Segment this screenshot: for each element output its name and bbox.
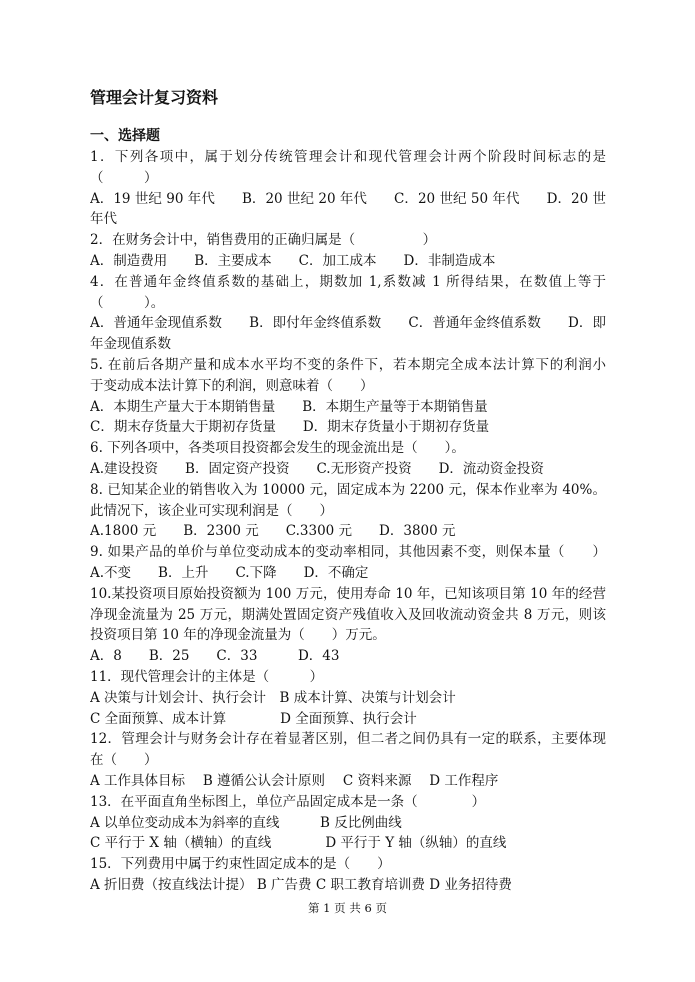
text-line: C 平行于 X 轴（横轴）的直线 D 平行于 Y 轴（纵轴）的直线 bbox=[90, 835, 507, 852]
text-line: A．制造费用 B．主要成本 C．加工成本 D．非制造成本 bbox=[90, 252, 496, 269]
text-line: 年代 bbox=[90, 211, 117, 228]
text-line: 8. 已知某企业的销售收入为 10000 元，固定成本为 2200 元，保本作业率为 40%。 bbox=[90, 481, 606, 498]
text-line: A 折旧费（按直线法计提） B 广告费 C 职工教育培训费 D 业务招待费 bbox=[90, 876, 512, 893]
text-line: A 决策与计划会计、执行会计 B 成本计算、决策与计划会计 bbox=[90, 689, 456, 706]
question-list bbox=[90, 147, 606, 896]
page-footer: 第 1 页 共 6 页 bbox=[308, 901, 387, 915]
text-line: 9. 如果产品的单价与单位变动成本的变动率相同，其他因素不变，则保本量（ ） bbox=[90, 544, 606, 561]
text-line: C 全面预算、成本计算 D 全面预算、执行会计 bbox=[90, 710, 417, 727]
text-line: A．8 B．25 C．33 D．43 bbox=[90, 648, 340, 665]
text-line: 12．管理会计与财务会计存在着显著区别，但二者之间仍具有一定的联系，主要体现 bbox=[90, 731, 606, 748]
text-line: （ ） bbox=[90, 169, 158, 186]
text-line: 1．下列各项中，属于划分传统管理会计和现代管理会计两个阶段时间标志的是 bbox=[90, 149, 606, 165]
text-line: 2．在财务会计中，销售费用的正确归属是（ ） bbox=[90, 232, 437, 249]
text-line: 在（ ） bbox=[90, 752, 158, 769]
text-line: 此情况下，该企业可实现利润是（ ） bbox=[90, 502, 333, 519]
text-line: 净现金流量为 25 万元，期满处置固定资产残值收入及回收流动资金共 8 万元，则该 bbox=[90, 606, 606, 623]
text-line: 投资项目第 10 年的净现金流量为（ ）万元。 bbox=[90, 627, 386, 644]
document-title: 管理会计复习资料 bbox=[90, 88, 219, 107]
text-line: 4．在普通年金终值系数的基础上，期数加 1,系数减 1 所得结果，在数值上等于 bbox=[90, 273, 606, 290]
text-line: 10.某投资项目原始投资额为 100 万元，使用寿命 10 年，已知该项目第 10 年的经营 bbox=[90, 585, 606, 602]
text-line: A.不变 B．上升 C.下降 D．不确定 bbox=[90, 564, 369, 581]
text-line: A.1800 元 B．2300 元 C.3300 元 D．3800 元 bbox=[90, 523, 456, 540]
text-line: A．本期生产量大于本期销售量 B．本期生产量等于本期销售量 bbox=[90, 398, 488, 415]
text-line: A．普通年金现值系数 B．即付年金终值系数 C．普通年金终值系数 D．即 bbox=[90, 315, 606, 332]
text-line: 6. 下列各项中，各类项目投资都会发生的现金流出是（ ）。 bbox=[90, 440, 465, 457]
text-line: 于变动成本法计算下的利润，则意味着（ ） bbox=[90, 377, 374, 394]
text-line: A．19 世纪 90 年代 B．20 世纪 20 年代 C．20 世纪 50 年代 D．20 世 bbox=[90, 190, 606, 207]
text-line: （ ）。 bbox=[90, 294, 165, 311]
text-line: 年金现值系数 bbox=[90, 336, 171, 353]
text-line: A 工作具体目标 B 遵循公认会计原则 C 资料来源 D 工作程序 bbox=[90, 772, 499, 789]
text-line: A.建设投资 B．固定资产投资 C.无形资产投资 D．流动资金投资 bbox=[90, 460, 544, 477]
text-line: 13．在平面直角坐标图上，单位产品固定成本是一条（ ） bbox=[90, 793, 486, 810]
text-line: 11．现代管理会计的主体是（ ） bbox=[90, 668, 324, 685]
text-line: A 以单位变动成本为斜率的直线 B 反比例曲线 bbox=[90, 814, 402, 831]
text-line: C．期末存货量大于期初存货量 D．期末存货量小于期初存货量 bbox=[90, 419, 490, 436]
section-heading: 一、选择题 bbox=[90, 128, 160, 144]
text-line: 5. 在前后各期产量和成本水平均不变的条件下，若本期完全成本法计算下的利润小 bbox=[90, 356, 606, 373]
text-line: 15．下列费用中属于约束性固定成本的是（ ） bbox=[90, 856, 391, 873]
